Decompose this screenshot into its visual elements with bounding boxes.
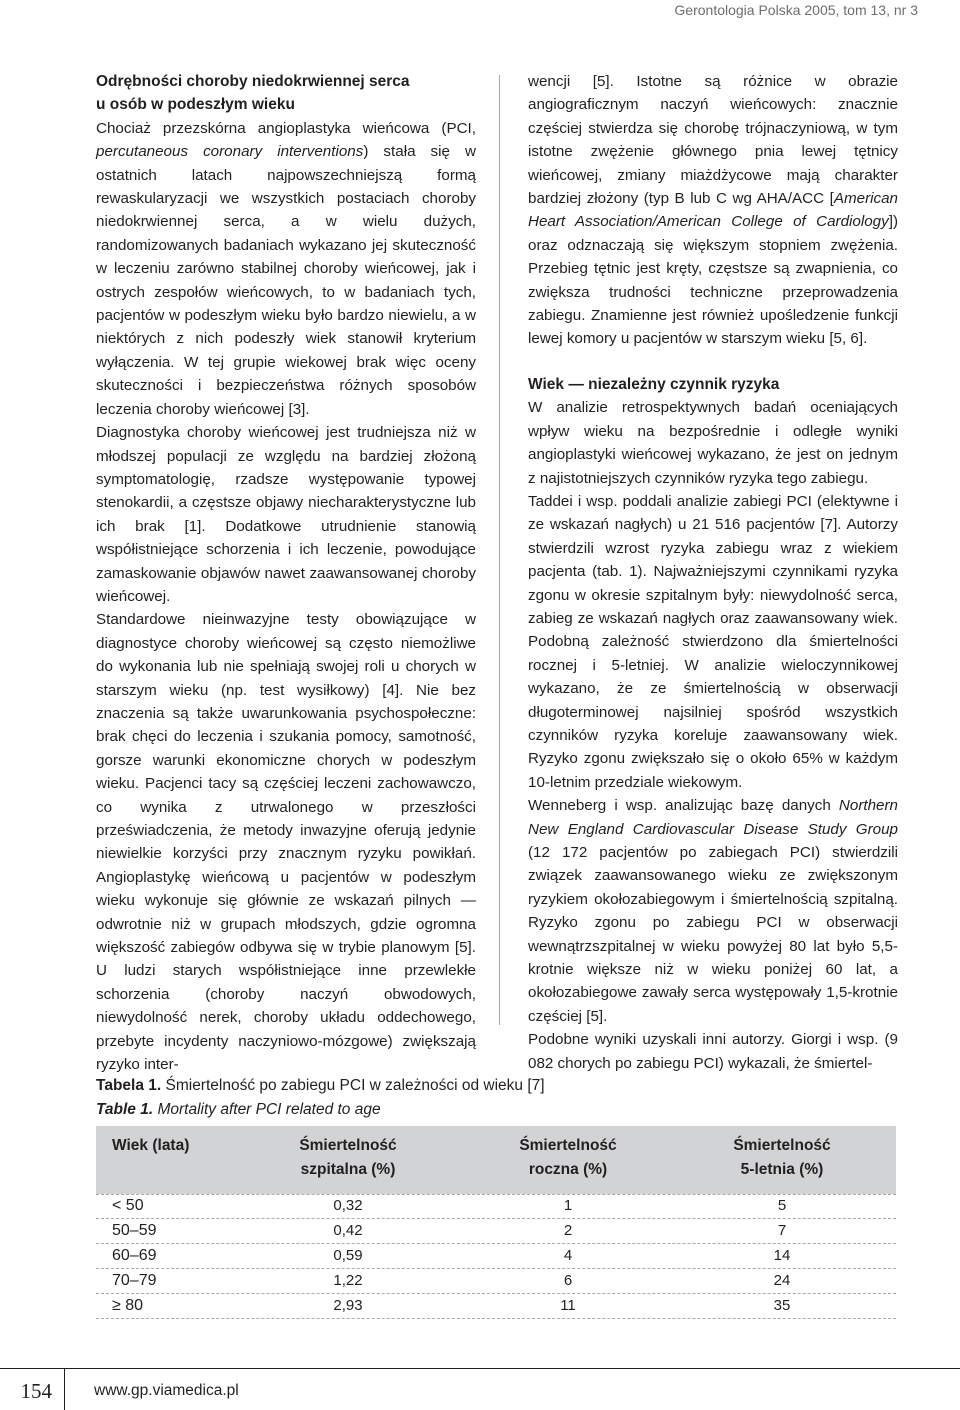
footer-rule <box>0 1368 960 1369</box>
footer-url[interactable]: www.gp.viamedica.pl <box>94 1382 239 1399</box>
mortality-table <box>96 1126 896 1320</box>
caption-english: Table 1. Mortality after PCI related to age <box>96 1101 381 1118</box>
right-column <box>528 70 898 1075</box>
header-5year-mortality: Śmiertelność 5-letnia (%) <box>733 1137 831 1178</box>
paragraph: Diagnostyka choroby wieńcowej jest trudniejsza niż w młodszej populacji ze względu na bardziej złożoną symptomatologię, rzadsze występowanie typowej stenokardii, a częstsze objawy niecharakterystyczne lub ich brak [1]. Dodatkowe utrudnienie stanowią współistniejące schorzenia i ich leczenie, powodujące zamaskowanie objawów nawet zaawansowanej choroby wieńcowej. <box>96 424 476 605</box>
paragraph: Chociaż przezskórna angioplastyka wieńcowa (PCI, percutaneous coronary interventions) stała się w ostatnich latach najpowszechniejszą formą rewaskularyzacji we wszystkich postaciach choroby niedokrwiennej serca, a w wielu dużych, randomizowanych badaniach wykazano jej skuteczność w leczeniu zarówno stabilnej choroby wieńcowej, jak i ostrych zespołów wieńcowych, to w badaniach tych, pacjentów w podeszłym wieku było bardzo niewielu, a w niektórych z nich podeszły wiek stanowił kryterium wyłączenia. W tej grupie wiekowej brak więc oceny skuteczności i bezpieczeństwa różnych sposobów leczenia choroby wieńcowej [3]. <box>96 119 476 418</box>
section-heading: Wiek — niezależny czynnik ryzyka <box>528 375 780 393</box>
table-row: < 50 0,32 1 5 <box>96 1194 896 1219</box>
section-heading: Odrębności choroby niedokrwiennej serca u osób w podeszłym wieku <box>96 73 410 114</box>
table-row: 50–59 0,42 2 7 <box>96 1219 896 1244</box>
header-hospital-mortality: Śmiertelność szpitalna (%) <box>299 1137 397 1178</box>
table-caption <box>96 1074 876 1122</box>
table-header <box>96 1126 896 1194</box>
header-annual-mortality: Śmiertelność roczna (%) <box>519 1137 617 1178</box>
table-body <box>96 1194 896 1319</box>
running-header: Gerontologia Polska 2005, tom 13, nr 3 <box>674 2 918 18</box>
page-number-divider <box>64 1368 65 1410</box>
paragraph: W analizie retrospektywnych badań oceniających wpływ wieku na bezpośrednie i odległe wyniki angioplastyki wieńcowej wykazano, że jest on jednym z najistotniejszych czynników ryzyka tego zabiegu. <box>528 399 898 487</box>
paragraph: Podobne wyniki uzyskali inni autorzy. Giorgi i wsp. (9 082 chorych po zabiegu PCI) wykazali, że śmiertel- <box>528 1031 898 1072</box>
caption-polish: Tabela 1. Śmiertelność po zabiegu PCI w zależności od wieku [7] <box>96 1077 545 1094</box>
column-divider <box>499 75 500 1025</box>
page-number: 154 <box>20 1379 52 1403</box>
table-row: 60–69 0,59 4 14 <box>96 1244 896 1269</box>
left-column <box>96 70 476 1076</box>
header-age: Wiek (lata) <box>112 1137 190 1154</box>
paragraph: Wenneberg i wsp. analizując bazę danych Northern New England Cardiovascular Disease Study Group (12 172 pacjentów po zabiegach PCI) stwierdzili związek zaawansowanego wieku ze zwiększonym ryzykiem okołozabiegowym i śmiertelnością szpitalną. Ryzyko zgonu po zabiegu PCI w obserwacji wewnątrzszpitalnej w wieku powyżej 80 lat było 5,5-krotnie większe niż w wieku poniżej 60 lat, a okołozabiegowe zawały serca występowały 1,5-krotnie częściej [5]. <box>528 797 898 1025</box>
paragraph: Taddei i wsp. poddali analizie zabiegi PCI (elektywne i ze wskazań nagłych) u 21 516 pacjentów [7]. Autorzy stwierdzili wzrost ryzyka zabiegu wraz z wiekiem pacjenta (tab. 1). Najważniejszymi czynnikami ryzyka zgonu w okresie szpitalnym były: niewydolność serca, zabieg ze wskazań nagłych oraz zaawansowany wiek. Podobną zależność stwierdzono dla śmiertelności rocznej i 5-letniej. W analizie wieloczynnikowej wykazano, że ze śmiertelnością w obserwacji długoterminowej najsilniej spośród wszystkich czynników ryzyka koreluje zaawansowany wiek. Ryzyko zgonu zwiększało się o około 65% w każdym 10-letnim przedziale wiekowym. <box>528 492 898 791</box>
table-row: ≥ 80 2,93 11 35 <box>96 1294 896 1319</box>
table-row: 70–79 1,22 6 24 <box>96 1269 896 1294</box>
paragraph: Standardowe nieinwazyjne testy obowiązujące w diagnostyce choroby wieńcowej są często niemożliwe do wykonania lub nie spełniają swojej roli u chorych w starszym wieku (np. test wysiłkowy) [4]. Nie bez znaczenia są także uwarunkowania psychospołeczne: brak chęci do leczenia i szukania pomocy, samotność, gorsze warunki ekonomiczne chorych w podeszłym wieku. Pacjenci tacy są częściej leczeni zachowawczo, co wynika z utrwalonego w przeszłości przeświadczenia, że metody inwazyjne oferują jedynie niewielkie korzyści przy znacznym ryzyku powikłań. Angioplastykę wieńcową u pacjentów w podeszłym wieku wykonuje się głównie ze wskazań pilnych — odwrotnie niż w grupach młodszych, gdzie ogromna większość zabiegów odbywa się w trybie planowym [5]. U ludzi starych współistniejące inne przewlekłe schorzenia (choroby naczyń obwodowych, niewydolność nerek, choroby układu oddechowego, przebyte incydenty naczyniowo-mózgowe) zwiększają ryzyko inter- <box>96 611 476 1074</box>
paragraph: wencji [5]. Istotne są różnice w obrazie angiograficznym naczyń wieńcowych: znacznie częściej stwierdza się chorobę trójnaczyniową, w tym istotne zwężenie głównego pnia lewej tętnicy wieńcowej, zmiany miażdżycowe mają charakter bardziej złożony (typ B lub C wg AHA/ACC [American Heart Association/American College of Cardiology]) oraz odznaczają się większym stopniem zwężenia. Przebieg tętnic jest kręty, częstsze są zwapnienia, co zwiększa trudności techniczne przeprowadzenia zabiegu. Znamienne jest również upośledzenie funkcji lewej komory u pacjentów w starszym wieku [5, 6]. <box>528 73 898 348</box>
